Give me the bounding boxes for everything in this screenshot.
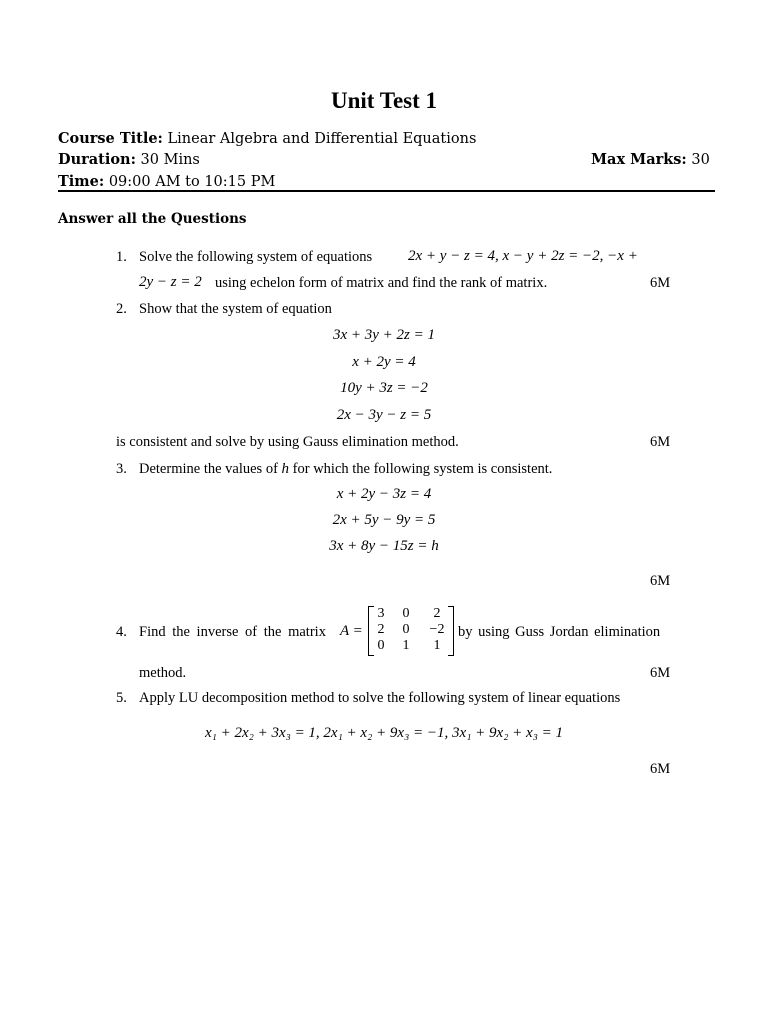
question-5-text: Apply LU decomposition method to solve the following system of linear equations — [139, 690, 621, 706]
question-1-number: 1. — [116, 249, 127, 265]
header-divider — [58, 190, 715, 192]
question-1-equation-line2: 2y − z = 2 — [139, 274, 202, 290]
question-5-equation: x₁ + 2x₂ + 3x₃ = 1, 2x₁ + x₂ + 9x₃ = −1, 3x₁ + 9x₂ + x₃ = 1 — [204, 725, 564, 741]
instruction: Answer all the Questions — [58, 211, 247, 227]
question-2-equation-4: 2x − 3y − z = 5 — [336, 407, 432, 423]
matrix-cell: 3 — [377, 606, 385, 621]
question-2-text: Show that the system of equation — [139, 301, 332, 317]
question-2-number: 2. — [116, 301, 127, 317]
question-3-text-b: for which the following system is consistent. — [292, 461, 553, 477]
question-3-variable: h — [281, 461, 290, 477]
matrix-cell: 0 — [402, 622, 410, 637]
question-2-equation-3: 10y + 3z = −2 — [340, 380, 428, 396]
question-3-equation-3: 3x + 8y − 15z = h — [329, 538, 439, 554]
max-marks-label: Max Marks: — [591, 151, 687, 168]
question-1-marks: 6M — [650, 275, 671, 291]
question-2-equation-1: 3x + 3y + 2z = 1 — [332, 327, 436, 343]
question-1-text-a: Solve the following system of equations — [139, 249, 373, 265]
duration-label: Duration: — [58, 151, 136, 168]
question-5-marks: 6M — [650, 761, 671, 777]
matrix-cell: 2 — [433, 606, 441, 621]
question-3-equation-1: x + 2y − 3z = 4 — [336, 486, 432, 502]
duration-value: 30 Mins — [140, 152, 200, 168]
matrix-cell: −2 — [429, 622, 445, 637]
matrix-cell: 1 — [402, 638, 410, 653]
question-4-text-a: Find the inverse of the matrix — [139, 624, 326, 640]
question-4-matrix — [368, 606, 454, 656]
question-5-number: 5. — [116, 690, 127, 706]
question-1-equation-line1: 2x + y − z = 4, x − y + 2z = −2, −x + — [408, 248, 638, 264]
question-3-equation-2: 2x + 5y − 9y = 5 — [332, 512, 436, 528]
course-title — [58, 130, 476, 147]
course-title-label: Course Title: — [58, 130, 163, 147]
page-title: Unit Test 1 — [330, 88, 438, 113]
max-marks — [591, 151, 710, 168]
question-1-text-b: using echelon form of matrix and find the rank of matrix. — [215, 275, 548, 291]
question-4-text-c: method. — [139, 665, 187, 681]
time-value: 09:00 AM to 10:15 PM — [108, 174, 276, 190]
matrix-cell: 0 — [402, 606, 410, 621]
question-3-text-a: Determine the values of — [139, 461, 278, 477]
question-4-marks: 6M — [650, 665, 671, 681]
matrix-cell: 2 — [377, 622, 385, 637]
question-4-matrix-label: A = — [340, 623, 363, 639]
question-3-marks: 6M — [650, 573, 671, 589]
question-2-equation-2: x + 2y = 4 — [352, 354, 416, 370]
question-2-after-text: is consistent and solve by using Gauss elimination method. — [116, 434, 459, 450]
matrix-cell: 0 — [377, 638, 385, 653]
question-4-number: 4. — [116, 624, 127, 640]
max-marks-value: 30 — [691, 152, 710, 168]
time — [58, 173, 275, 190]
duration — [58, 151, 200, 168]
question-1-text — [139, 249, 372, 266]
question-2-marks: 6M — [650, 434, 671, 450]
course-title-value: Linear Algebra and Differential Equations — [167, 131, 477, 147]
question-3-text — [139, 461, 552, 478]
matrix-cell: 1 — [433, 638, 441, 653]
question-4-text-b: by using Guss Jordan elimination — [458, 624, 661, 640]
time-label: Time: — [58, 173, 105, 190]
question-3-number: 3. — [116, 461, 127, 477]
